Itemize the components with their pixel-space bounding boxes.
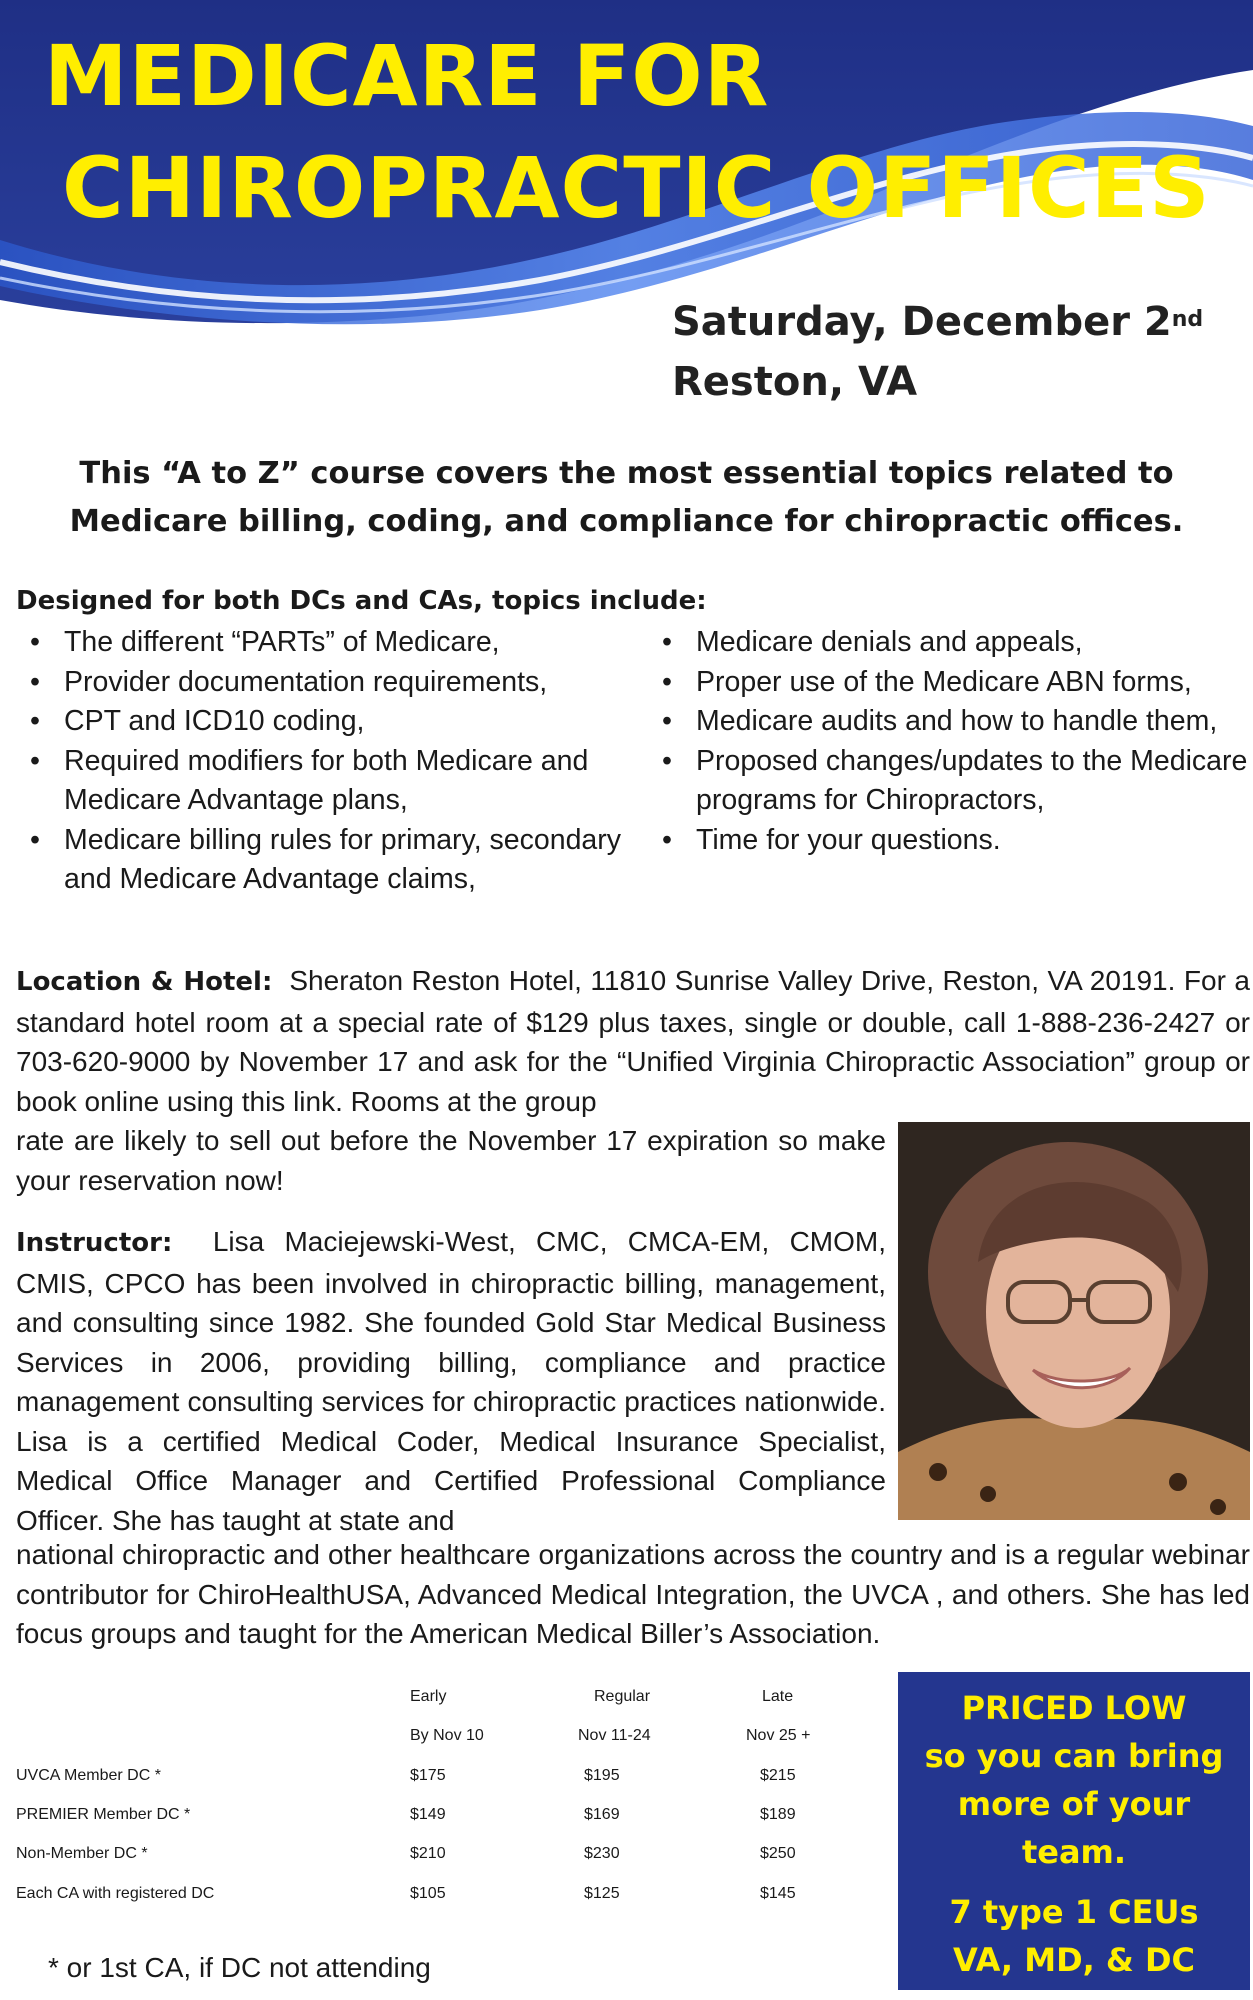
promo-line-3: more of your [957, 1785, 1191, 1823]
topics-list-right [648, 623, 1248, 860]
column-sub-early: By Nov 10 [410, 1727, 484, 1744]
table-row-label: PREMIER Member DC * [16, 1806, 191, 1823]
column-header-regular: Regular [594, 1688, 651, 1705]
table-row-label: Each CA with registered DC [16, 1885, 215, 1902]
location-text-cont: rate are likely to sell out before the November 17 expiration so make your reservation now! [16, 1125, 886, 1196]
location-text: Sheraton Reston Hotel, 11810 Sunrise Valley Drive, Reston, VA 20191. For a standard hotel room at a special rate of $129 plus taxes, single or double, call 1-888-236-2427 or 703-620-9000 by November 17 and ask for the “Unified Virginia Chiropractic Association” group or book online using this link. Rooms at the group [16, 965, 1250, 1117]
list-item: • Medicare audits and how to handle them, [648, 702, 1248, 742]
price-cell: $125 [584, 1885, 620, 1902]
list-item: • Provider documentation requirements, [16, 663, 636, 703]
title-line-1: MEDICARE FOR [44, 27, 770, 125]
intro-line-2: Medicare billing, coding, and compliance for chiropractic offices. [69, 504, 1184, 539]
event-date: Saturday, December 2nd [672, 299, 1204, 345]
list-item: • CPT and ICD10 coding, [16, 702, 636, 742]
column-header-late: Late [762, 1688, 794, 1705]
instructor-section [16, 1222, 886, 1540]
list-item: • Proposed changes/updates to the Medicare programs for Chiropractors, [648, 742, 1248, 821]
promo-line-4: team. [1021, 1833, 1127, 1871]
instructor-section-cont: national chiropractic and other healthcare organizations across the country and is a regular webinar contributor for ChiroHealthUSA, Advanced Medical Integration, the UVCA , and others. She has led focus groups and taught for the American Medical Biller’s Association. [16, 1539, 1250, 1649]
list-item: • Proper use of the Medicare ABN forms, [648, 663, 1248, 703]
price-cell: $169 [584, 1806, 620, 1823]
intro-line-1: This “A to Z” course covers the most essential topics related to [79, 456, 1174, 491]
promo-line-1: PRICED LOW [961, 1689, 1187, 1727]
list-item: • Medicare billing rules for primary, secondary and Medicare Advantage claims, [16, 821, 636, 900]
list-item: • Medicare denials and appeals, [648, 623, 1248, 663]
list-item: • The different “PARTs” of Medicare, [16, 623, 636, 663]
location-label: Location & Hotel: [16, 967, 273, 997]
topics-list-left [16, 623, 636, 900]
portrait-image [898, 1122, 1250, 1520]
price-cell: $149 [410, 1806, 446, 1823]
table-row-label: Non-Member DC * [16, 1845, 148, 1862]
instructor-text: Lisa Maciejewski-West, CMC, CMCA-EM, CMOM, CMIS, CPCO has been involved in chiropractic billing, management, and consulting since 1982. She founded Gold Star Medical Business Services in 2006, providing billing, compliance and practice management consulting services for chiropractic practices nationwide. Lisa is a certified Medical Coder, Medical Insurance Specialist, Medical Office Manager and Certified Professional Compliance Officer. She has taught at state and [16, 1226, 886, 1536]
list-item: • Required modifiers for both Medicare and Medicare Advantage plans, [16, 742, 636, 821]
promo-box [898, 1672, 1250, 1990]
pricing-footnote: * or 1st CA, if DC not attending [48, 1952, 431, 1983]
price-cell: $105 [410, 1885, 446, 1902]
promo-line-2: so you can bring [924, 1737, 1224, 1775]
price-cell: $230 [584, 1845, 620, 1862]
table-row-label: UVCA Member DC * [16, 1767, 161, 1784]
promo-text [898, 1684, 1250, 1876]
price-cell: $189 [760, 1806, 796, 1823]
column-sub-late: Nov 25 + [746, 1727, 811, 1744]
price-cell: $250 [760, 1845, 796, 1862]
instructor-label: Instructor: [16, 1228, 173, 1258]
price-cell: $145 [760, 1885, 796, 1902]
header-banner [0, 0, 1253, 330]
ceu-line-2: VA, MD, & DC [952, 1941, 1196, 1979]
column-header-early: Early [410, 1688, 447, 1705]
price-cell: $210 [410, 1845, 446, 1862]
price-cell: $215 [760, 1767, 796, 1784]
page-title [44, 20, 1211, 244]
list-item: • Time for your questions. [648, 821, 1248, 861]
event-location: Reston, VA [672, 359, 918, 405]
event-info [672, 292, 1203, 412]
price-cell: $175 [410, 1767, 446, 1784]
column-sub-regular: Nov 11-24 [578, 1727, 651, 1744]
price-cell: $195 [584, 1767, 620, 1784]
ceu-line-1: 7 type 1 CEUs [949, 1893, 1199, 1931]
course-intro [0, 450, 1253, 546]
ceu-info [898, 1888, 1250, 1984]
topics-heading: Designed for both DCs and CAs, topics include: [16, 586, 707, 616]
title-line-2: CHIROPRACTIC OFFICES [62, 139, 1211, 237]
instructor-photo [898, 1122, 1250, 1520]
